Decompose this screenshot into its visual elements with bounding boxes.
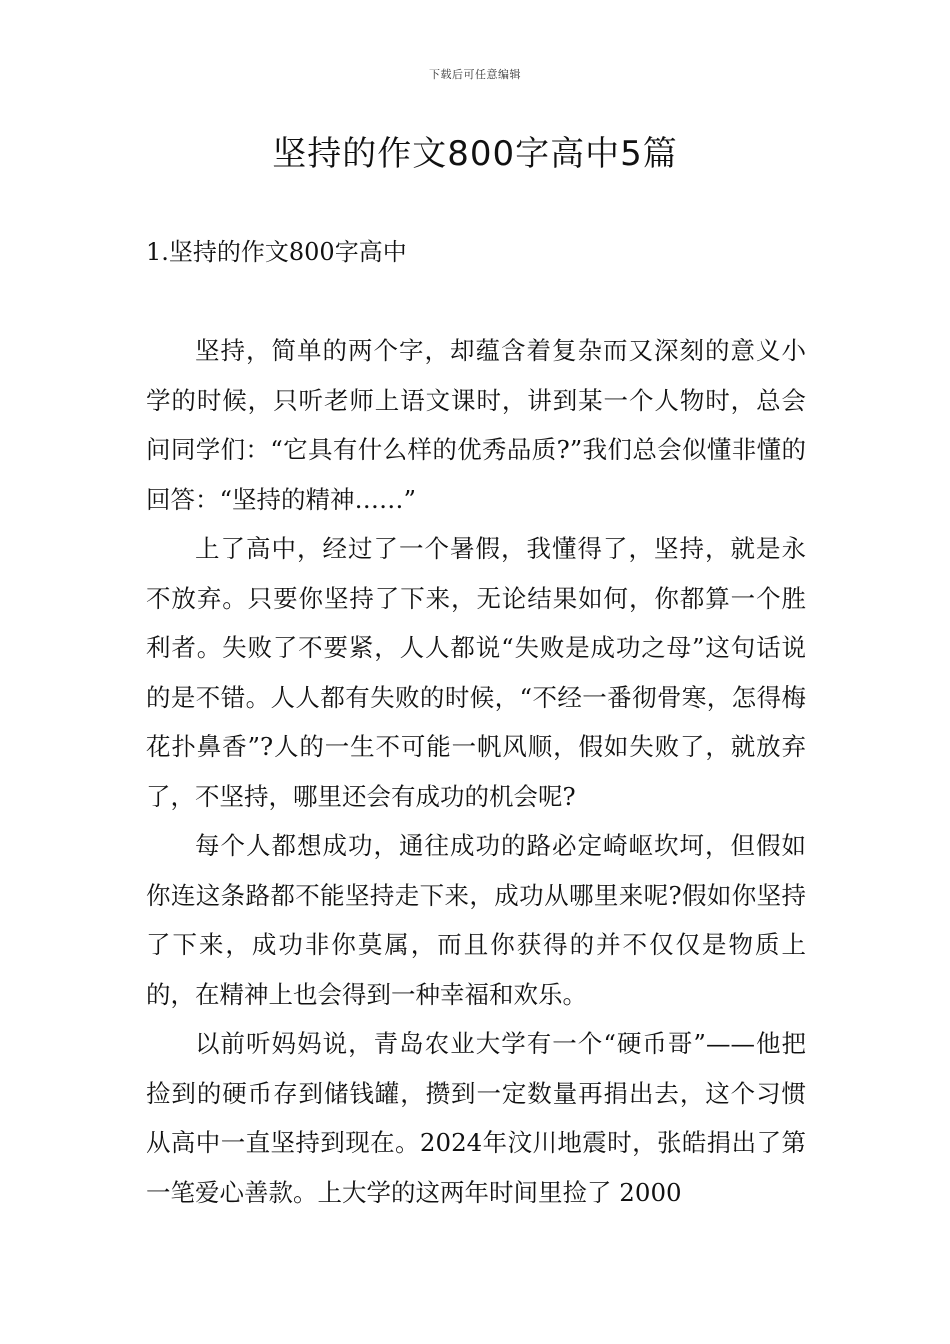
header-note: 下载后可任意编辑 [429,68,521,81]
document-title: 坚持的作文800字高中5篇 [272,134,678,174]
paragraph-2: 上了高中，经过了一个暑假，我懂得了，坚持，就是永不放弃。只要你坚持了下来，无论结果如何，你都算一个胜利者。失败了不要紧，人人都说“失败是成功之母”这句话说的是不错。人人都有失败的时候，“不经一番彻骨寒，怎得梅花扑鼻香”?人的一生不可能一帆风顺，假如失败了，就放弃了，不坚持，哪里还会有成功的机会呢? [146,534,806,811]
body-text [146,326,806,1217]
section-heading: 1.坚持的作文800字高中 [146,238,407,266]
paragraph-3: 每个人都想成功，通往成功的路必定崎岖坎坷，但假如你连这条路都不能坚持走下来，成功从哪里来呢?假如你坚持了下来，成功非你莫属，而且你获得的并不仅仅是物质上的，在精神上也会得到一种幸福和欢乐。 [146,831,806,1009]
paragraph-1: 坚持，简单的两个字，却蕴含着复杂而又深刻的意义小学的时候，只听老师上语文课时，讲到某一个人物时，总会问同学们：“它具有什么样的优秀品质?”我们总会似懂非懂的回答：“坚持的精神……” [146,336,806,514]
paragraph-4: 以前听妈妈说，青岛农业大学有一个“硬币哥”——他把捡到的硬币存到储钱罐，攒到一定数量再捐出去，这个习惯从高中一直坚持到现在。2024年汶川地震时，张皓捐出了第一笔爱心善款。上大学的这两年时间里捡了 2000 [146,1029,806,1207]
